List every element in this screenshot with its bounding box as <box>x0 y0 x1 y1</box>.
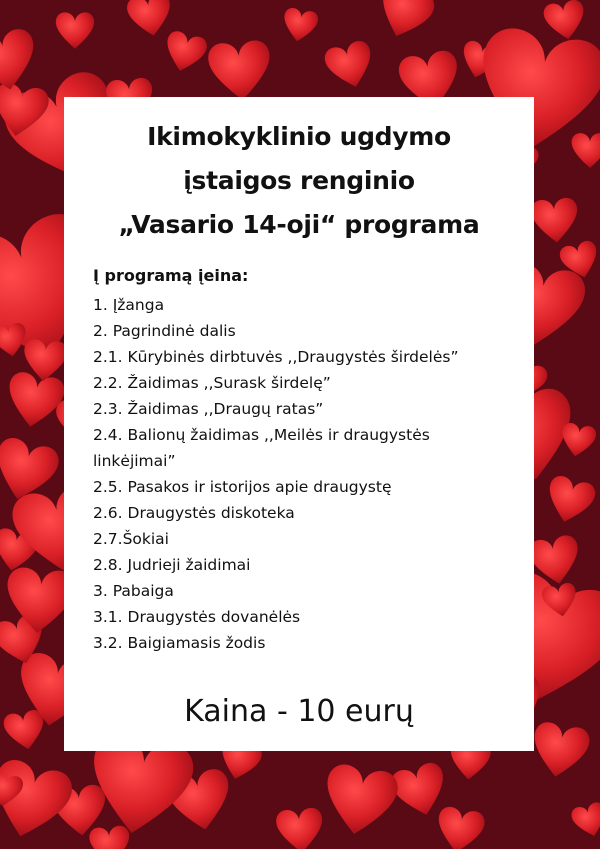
title-line: įstaigos renginio <box>183 166 415 195</box>
program-item: 2.4. Balionų žaidimas ,,Meilės ir draugystės linkėjimai” <box>93 426 430 470</box>
heart-icon <box>161 29 209 76</box>
program-card <box>64 97 534 751</box>
program-item: 2.2. Žaidimas ,,Surask širdelę” <box>93 374 331 392</box>
poster-title <box>64 115 534 247</box>
title-line: „Vasario 14-oji“ programa <box>118 210 480 239</box>
program-list <box>93 292 523 656</box>
heart-icon <box>530 197 580 244</box>
heart-icon <box>322 39 378 93</box>
program-item: 2.3. Žaidimas ,,Draugų ratas” <box>93 400 324 418</box>
heart-icon <box>0 27 40 95</box>
heart-icon <box>528 720 591 781</box>
heart-icon <box>433 805 486 849</box>
title-line: Ikimokyklinio ugdymo <box>147 122 451 151</box>
heart-icon <box>0 756 76 846</box>
heart-icon <box>542 0 588 43</box>
heart-icon <box>559 422 598 459</box>
program-item: 1. Įžanga <box>93 296 165 314</box>
heart-icon <box>572 133 600 168</box>
heart-icon <box>570 801 600 841</box>
price-label: Kaina - 10 eurų <box>184 694 414 729</box>
heart-icon <box>275 807 325 849</box>
heart-icon <box>125 0 174 39</box>
program-item: 2.1. Kūrybinės dirbtuvės ,,Draugystės širdelės” <box>93 348 459 366</box>
program-item: 2.5. Pasakos ir istorijos apie draugystę <box>93 478 392 496</box>
program-item: 2.8. Judrieji žaidimai <box>93 556 251 574</box>
program-item: 3. Pabaiga <box>93 582 174 600</box>
heart-icon <box>3 370 66 431</box>
heart-icon <box>89 825 132 849</box>
program-item: 2. Pagrindinė dalis <box>93 322 236 340</box>
heart-icon <box>56 12 94 48</box>
heart-icon <box>319 762 400 840</box>
heart-icon <box>372 0 438 45</box>
program-intro: Į programą įeina: <box>93 266 249 285</box>
heart-icon <box>281 7 320 44</box>
program-item: 2.6. Draugystės diskoteka <box>93 504 295 522</box>
program-item: 3.1. Draugystės dovanėlės <box>93 608 301 626</box>
heart-icon <box>207 39 273 102</box>
heart-icon <box>542 474 598 528</box>
program-item: 2.7.Šokiai <box>93 530 169 548</box>
program-item: 3.2. Baigiamasis žodis <box>93 634 266 652</box>
